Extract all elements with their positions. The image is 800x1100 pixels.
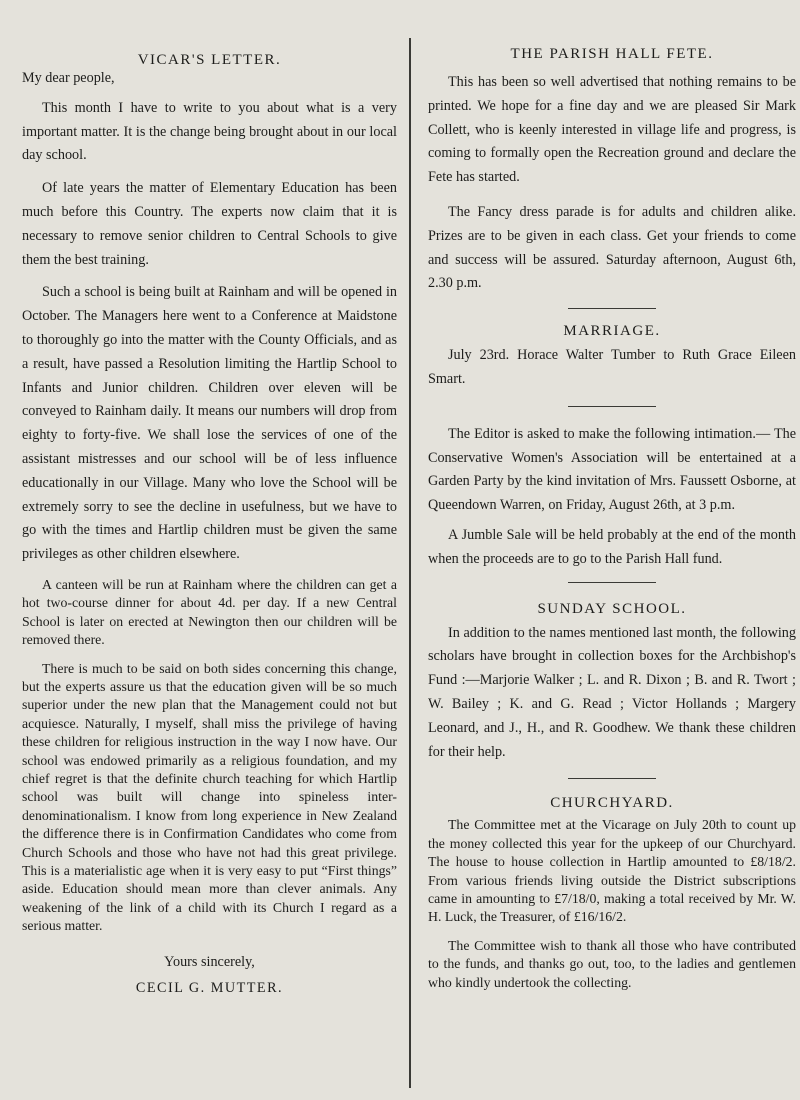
salutation: My dear people, [22,70,115,86]
sunday-school-heading: SUNDAY SCHOOL. [537,600,687,617]
marriage-heading: MARRIAGE. [563,323,661,340]
right-column [428,0,796,992]
letter-signature: CECIL G. MUTTER. [135,979,284,996]
section-rule [568,406,656,407]
letter-closing: Yours sincerely, [164,953,255,970]
notice-garden-party: The Editor is asked to make the following intimation.— The Conservative Women's Association will be entertained at a Garden Party by the kind invitation of Mrs. Faussett Osborne, at Queendown Warren, on Friday, August 26th, at 3 p.m. [428,425,796,514]
fete-paragraph-2: The Fancy dress parade is for adults and children alike. Prizes are to be given in each class. Get your friends to come and success will be assured. Saturday afternoon, August 6th, 2.30 p.m. [428,203,796,292]
section-rule [568,582,656,583]
marriage-entry: July 23rd. Horace Walter Tumber to Ruth Grace Eileen Smart. [428,347,796,387]
churchyard-paragraph-1: The Committee met at the Vicarage on July 20th to count up the money collected this year for the upkeep of our Churchyard. The house to house collection in Hartlip amounted to £8/18/2. From various friends living outside the District subscriptions came in amounting to £7/18/0, making a total received by Mr. W. H. Luck, the Treasurer, of £16/16/2. [428,817,796,925]
churchyard-paragraph-2: The Committee wish to thank all those who have contributed to the funds, and thanks go out, too, to the ladies and gentlemen who kindly undertook the collecting. [428,937,796,990]
sunday-school-paragraph: In addition to the names mentioned last month, the following scholars have brought in collection boxes for the Archbishop's Fund :—Marjorie Walker ; L. and R. Dixon ; B. and R. Twort ; W. Bailey ; K. and G. Read ; Victor Hollands ; Margery Leonard, and J., H., and R. Goodhew. We thank these children for their help. [428,624,796,760]
section-rule [568,778,656,779]
left-column [22,0,397,997]
churchyard-heading: CHURCHYARD. [550,795,674,812]
column-divider [409,38,411,1088]
letter-paragraph-5: There is much to be said on both sides concerning this change, but the experts assure us that the education given will be so much superior under the new plan that the Management could not but acquiesce. Naturally, I myself, shall miss the privilege of having these children for religious instruction in the way I now have. Our school was endowed primarily as a religious foundation, and my chief regret is that the definite church teaching for which Hartlip school was built will change into spineless inter-denominationalism. I know from long experience in New Zealand the difference there is in Confirmation Candidates who come from Church Schools and those who have not had this great privilege. This is a materialistic age when it is very easy to put “First things” aside. Education should mean more than clever animals. Any weakening of the link of a child with its Church I regard as a serious matter. [22,660,397,934]
notice-jumble-sale: A Jumble Sale will be held probably at the end of the month when the proceeds are to go to the Parish Hall fund. [428,526,796,567]
letter-paragraph-3: Such a school is being built at Rainham and will be opened in October. The Managers here went to a Conference at Maidstone to thoroughly go into the matter with the County Officials, and as a result, have passed a Resolution limiting the Hartlip School to Infants and Junior children. Children over eleven will be conveyed to Rainham daily. It means our numbers will drop from eighty to forty-five. We shall lose the services of one of the assistant mistresses and our school will be of less influence educationally in our Village. Many who love the School will be extremely sorry to see the decline in usefulness, but we have to go with the times and Hartlip children must be given the same privileges as other children elsewhere. [22,284,397,563]
letter-paragraph-2: Of late years the matter of Elementary Education has been much before this Country. The experts now claim that it is necessary to remove senior children to Central Schools to give them the best training. [22,180,397,268]
fete-paragraph-1: This has been so well advertised that nothing remains to be printed. We hope for a fine day and we are pleased Sir Mark Collett, who is keenly interested in village life and progress, is coming to formally open the Recreation ground and declare the Fete has started. [428,74,796,186]
letter-paragraph-4: A canteen will be run at Rainham where the children can get a hot two-course dinner for about 4d. per day. If a new Central School is later on erected at Newington then our children will be removed there. [22,576,397,648]
parish-hall-fete-heading: THE PARISH HALL FETE. [510,46,714,62]
section-rule [568,308,656,309]
vicars-letter-heading: VICAR'S LETTER. [137,52,282,68]
letter-paragraph-1: This month I have to write to you about what is a very important matter. It is the change being brought about in our local day school. [22,99,397,164]
